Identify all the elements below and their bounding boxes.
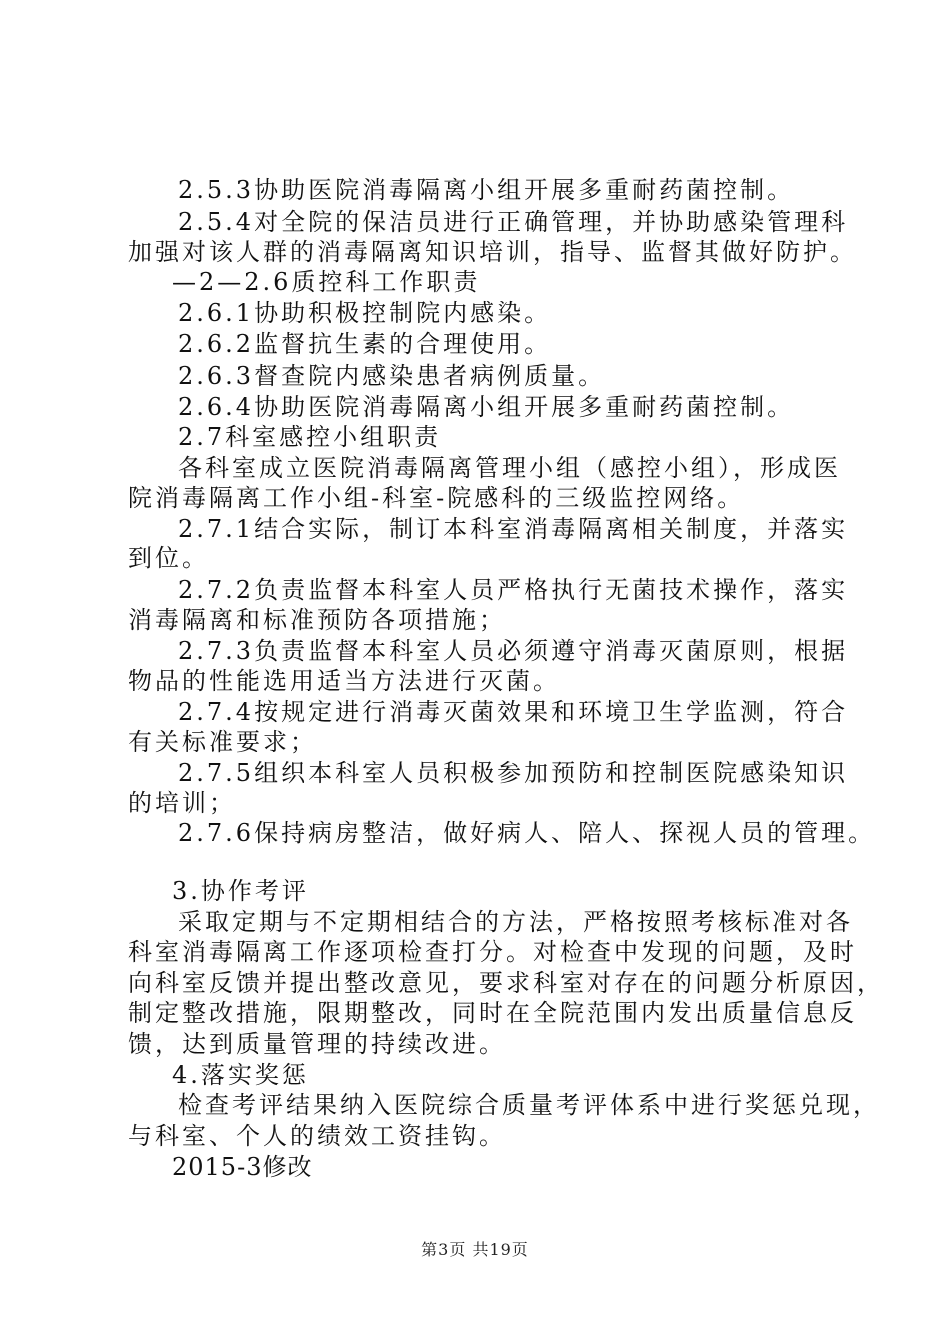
section-heading-4: 4.落实奖惩 [172, 1061, 309, 1089]
section-heading-3: 3.协作考评 [172, 877, 309, 905]
text-line-2-5-4: 2.5.4对全院的保洁员进行正确管理，并协助感染管理科 [178, 208, 849, 236]
text-line-2-7-2: 2.7.2负责监督本科室人员严格执行无菌技术操作，落实 [178, 576, 849, 604]
revision-note: 2015-3修改 [172, 1153, 313, 1181]
text-line-2-6-3: 2.6.3督查院内感染患者病例质量。 [178, 362, 606, 390]
text-line-2-7-6: 2.7.6保持病房整洁，做好病人、陪人、探视人员的管理。 [178, 819, 876, 847]
text-line-2-6-1: 2.6.1协助积极控制院内感染。 [178, 299, 552, 327]
section-heading-2-7: 2.7科室感控小组职责 [178, 423, 442, 451]
paragraph-line: 采取定期与不定期相结合的方法，严格按照考核标准对各 [178, 908, 853, 936]
text-line-2-5-4-cont: 加强对该人群的消毒隔离知识培训，指导、监督其做好防护。 [128, 238, 857, 266]
page-footer: 第3页 共19页 [421, 1240, 529, 1259]
section-heading-2-6: —2—2.6质控科工作职责 [172, 268, 481, 296]
paragraph-line: 的培训； [128, 789, 236, 817]
paragraph-line: 物品的性能选用适当方法进行灭菌。 [128, 667, 560, 695]
paragraph-line: 向科室反馈并提出整改意见，要求科室对存在的问题分析原因， [128, 969, 884, 997]
paragraph-line: 检查考评结果纳入医院综合质量考评体系中进行奖惩兑现， [178, 1091, 880, 1119]
paragraph-line: 消毒隔离和标准预防各项措施； [128, 606, 506, 634]
paragraph-line: 制定整改措施，限期整改，同时在全院范围内发出质量信息反 [128, 999, 857, 1027]
text-line-2-7-1: 2.7.1结合实际，制订本科室消毒隔离相关制度，并落实 [178, 515, 849, 543]
paragraph-line: 各科室成立医院消毒隔离管理小组（感控小组），形成医 [178, 454, 841, 482]
text-line-2-6-2: 2.6.2监督抗生素的合理使用。 [178, 330, 552, 358]
paragraph-line: 与科室、个人的绩效工资挂钩。 [128, 1122, 506, 1150]
paragraph-line: 馈，达到质量管理的持续改进。 [128, 1030, 506, 1058]
text-line-2-7-5: 2.7.5组织本科室人员积极参加预防和控制医院感染知识 [178, 759, 849, 787]
text-line-2-7-3: 2.7.3负责监督本科室人员必须遵守消毒灭菌原则，根据 [178, 637, 849, 665]
paragraph-line: 到位。 [128, 544, 209, 572]
paragraph-line: 院消毒隔离工作小组-科室-院感科的三级监控网络。 [128, 484, 745, 512]
paragraph-line: 有关标准要求； [128, 728, 317, 756]
paragraph-line: 科室消毒隔离工作逐项检查打分。对检查中发现的问题，及时 [128, 938, 857, 966]
text-line-2-5-3: 2.5.3协助医院消毒隔离小组开展多重耐药菌控制。 [178, 176, 795, 204]
text-line-2-6-4: 2.6.4协助医院消毒隔离小组开展多重耐药菌控制。 [178, 393, 795, 421]
text-line-2-7-4: 2.7.4按规定进行消毒灭菌效果和环境卫生学监测，符合 [178, 698, 849, 726]
